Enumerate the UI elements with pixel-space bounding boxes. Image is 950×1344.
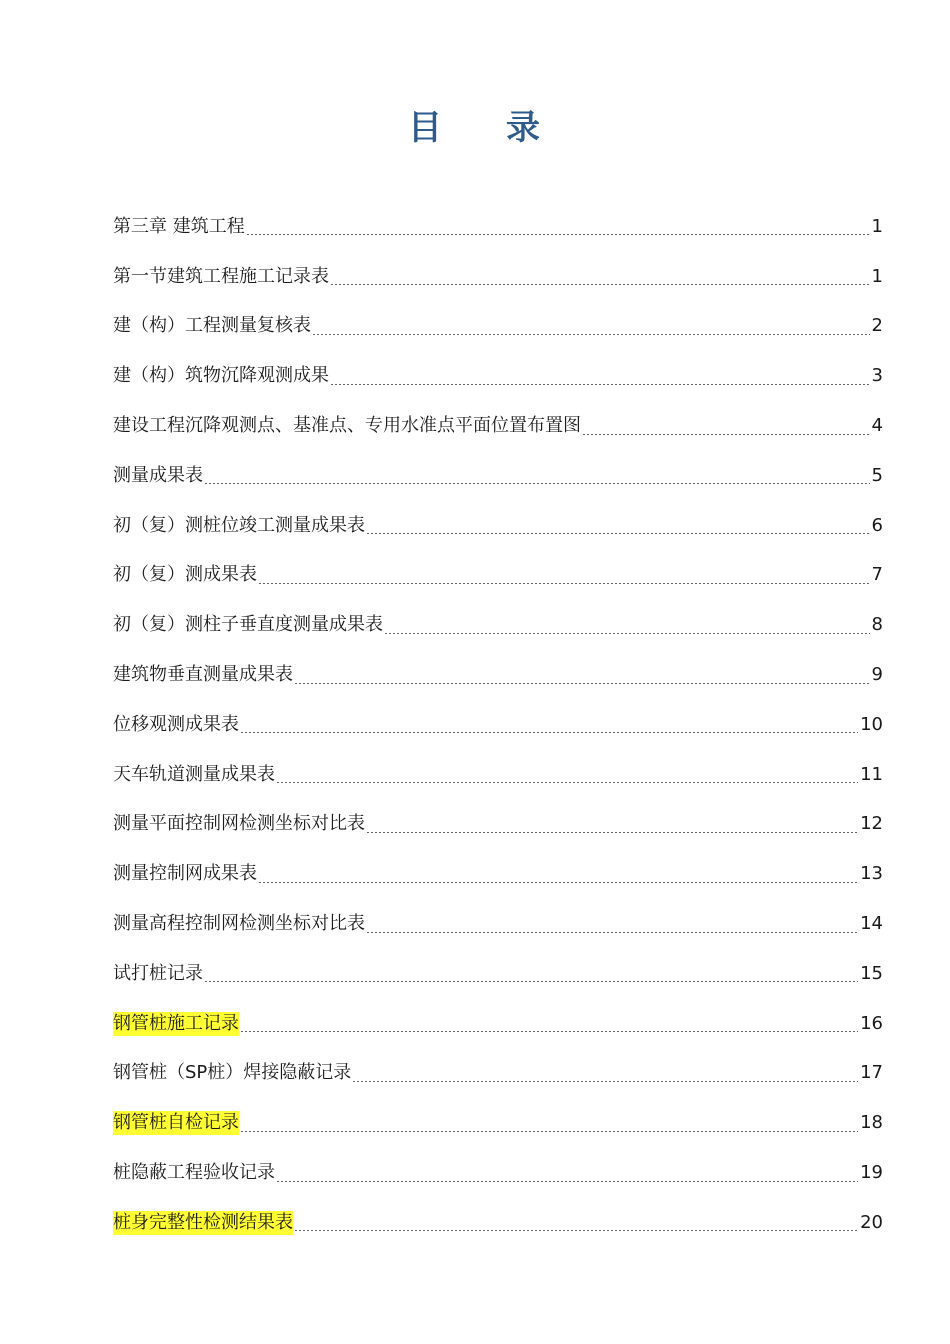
table-of-contents bbox=[113, 202, 883, 1248]
toc-entry[interactable] bbox=[113, 849, 883, 899]
toc-entry-label: 初（复）测成果表 bbox=[113, 564, 257, 586]
toc-dot-leader bbox=[246, 234, 870, 235]
toc-entry-label: 建设工程沉降观测点、基准点、专用水准点平面位置布置图 bbox=[113, 415, 581, 437]
toc-dot-leader bbox=[258, 882, 858, 883]
toc-entry-page-number: 10 bbox=[860, 713, 883, 735]
toc-entry-label: 钢管桩（SP桩）焊接隐蔽记录 bbox=[113, 1062, 352, 1084]
toc-entry-label: 位移观测成果表 bbox=[113, 713, 239, 735]
toc-entry-page-number: 9 bbox=[871, 664, 883, 686]
toc-dot-leader bbox=[366, 533, 870, 534]
toc-entry-page-number: 1 bbox=[871, 265, 883, 287]
toc-dot-leader bbox=[330, 384, 870, 385]
toc-entry-label: 测量控制网成果表 bbox=[113, 863, 257, 885]
toc-entry[interactable] bbox=[113, 999, 883, 1049]
toc-entry-page-number: 15 bbox=[860, 962, 883, 984]
toc-entry-page-number: 16 bbox=[860, 1012, 883, 1034]
toc-entry-label: 测量平面控制网检测坐标对比表 bbox=[113, 813, 365, 835]
toc-entry-label: 建筑物垂直测量成果表 bbox=[113, 664, 293, 686]
toc-dot-leader bbox=[258, 583, 870, 584]
toc-entry-label: 测量高程控制网检测坐标对比表 bbox=[113, 913, 365, 935]
toc-entry-label: 桩身完整性检测结果表 bbox=[113, 1211, 293, 1233]
toc-dot-leader bbox=[240, 1131, 858, 1132]
toc-dot-leader bbox=[204, 981, 858, 982]
toc-entry[interactable] bbox=[113, 1098, 883, 1148]
toc-entry-label: 试打桩记录 bbox=[113, 962, 203, 984]
toc-entry[interactable] bbox=[113, 600, 883, 650]
toc-entry-page-number: 18 bbox=[860, 1112, 883, 1134]
toc-entry-page-number: 3 bbox=[871, 365, 883, 387]
title-char-right: 录 bbox=[506, 108, 542, 148]
toc-dot-leader bbox=[582, 434, 870, 435]
toc-dot-leader bbox=[276, 782, 858, 783]
toc-entry-page-number: 13 bbox=[860, 863, 883, 885]
toc-dot-leader bbox=[312, 334, 870, 335]
toc-entry[interactable] bbox=[113, 800, 883, 850]
toc-entry-page-number: 14 bbox=[860, 913, 883, 935]
toc-entry-page-number: 8 bbox=[871, 614, 883, 636]
toc-entry-label: 钢管桩施工记录 bbox=[113, 1012, 239, 1034]
toc-entry-label: 初（复）测桩位竣工测量成果表 bbox=[113, 514, 365, 536]
toc-dot-leader bbox=[352, 1081, 858, 1082]
toc-dot-leader bbox=[240, 1031, 858, 1032]
toc-entry-page-number: 7 bbox=[871, 564, 883, 586]
toc-entry-label: 测量成果表 bbox=[113, 464, 203, 486]
toc-entry-page-number: 6 bbox=[871, 514, 883, 536]
toc-entry-page-number: 19 bbox=[860, 1162, 883, 1184]
toc-entry-label: 初（复）测柱子垂直度测量成果表 bbox=[113, 614, 383, 636]
toc-entry[interactable] bbox=[113, 949, 883, 999]
toc-entry-label: 建（构）工程测量复核表 bbox=[113, 315, 311, 337]
toc-dot-leader bbox=[294, 683, 870, 684]
toc-entry-label: 桩隐蔽工程验收记录 bbox=[113, 1162, 275, 1184]
toc-entry-page-number: 4 bbox=[871, 415, 883, 437]
toc-entry[interactable] bbox=[113, 1198, 883, 1248]
toc-entry[interactable] bbox=[113, 1049, 883, 1099]
page-title bbox=[0, 100, 950, 149]
title-char-left: 目 bbox=[408, 108, 444, 148]
toc-entry[interactable] bbox=[113, 451, 883, 501]
toc-entry-page-number: 12 bbox=[860, 813, 883, 835]
toc-entry[interactable] bbox=[113, 650, 883, 700]
toc-entry[interactable] bbox=[113, 1148, 883, 1198]
toc-entry-label: 钢管桩自检记录 bbox=[113, 1112, 239, 1134]
toc-entry[interactable] bbox=[113, 551, 883, 601]
toc-entry[interactable] bbox=[113, 750, 883, 800]
toc-entry-label: 第一节建筑工程施工记录表 bbox=[113, 265, 329, 287]
toc-dot-leader bbox=[330, 284, 870, 285]
toc-entry-page-number: 5 bbox=[871, 464, 883, 486]
toc-entry-label: 建（构）筑物沉降观测成果 bbox=[113, 365, 329, 387]
toc-dot-leader bbox=[276, 1181, 858, 1182]
toc-entry-page-number: 17 bbox=[860, 1062, 883, 1084]
toc-entry[interactable] bbox=[113, 351, 883, 401]
toc-entry[interactable] bbox=[113, 401, 883, 451]
toc-dot-leader bbox=[294, 1230, 858, 1231]
toc-entry-label: 天车轨道测量成果表 bbox=[113, 763, 275, 785]
toc-dot-leader bbox=[384, 633, 870, 634]
toc-entry[interactable] bbox=[113, 202, 883, 252]
toc-dot-leader bbox=[366, 932, 858, 933]
toc-entry-label: 第三章 建筑工程 bbox=[113, 215, 245, 237]
toc-entry-page-number: 11 bbox=[860, 763, 883, 785]
toc-entry-page-number: 2 bbox=[871, 315, 883, 337]
toc-entry-page-number: 20 bbox=[860, 1211, 883, 1233]
toc-entry-page-number: 1 bbox=[871, 215, 883, 237]
toc-entry[interactable] bbox=[113, 700, 883, 750]
toc-dot-leader bbox=[366, 832, 858, 833]
toc-entry[interactable] bbox=[113, 302, 883, 352]
toc-dot-leader bbox=[240, 732, 858, 733]
toc-entry[interactable] bbox=[113, 899, 883, 949]
toc-entry[interactable] bbox=[113, 252, 883, 302]
toc-dot-leader bbox=[204, 483, 870, 484]
toc-entry[interactable] bbox=[113, 501, 883, 551]
